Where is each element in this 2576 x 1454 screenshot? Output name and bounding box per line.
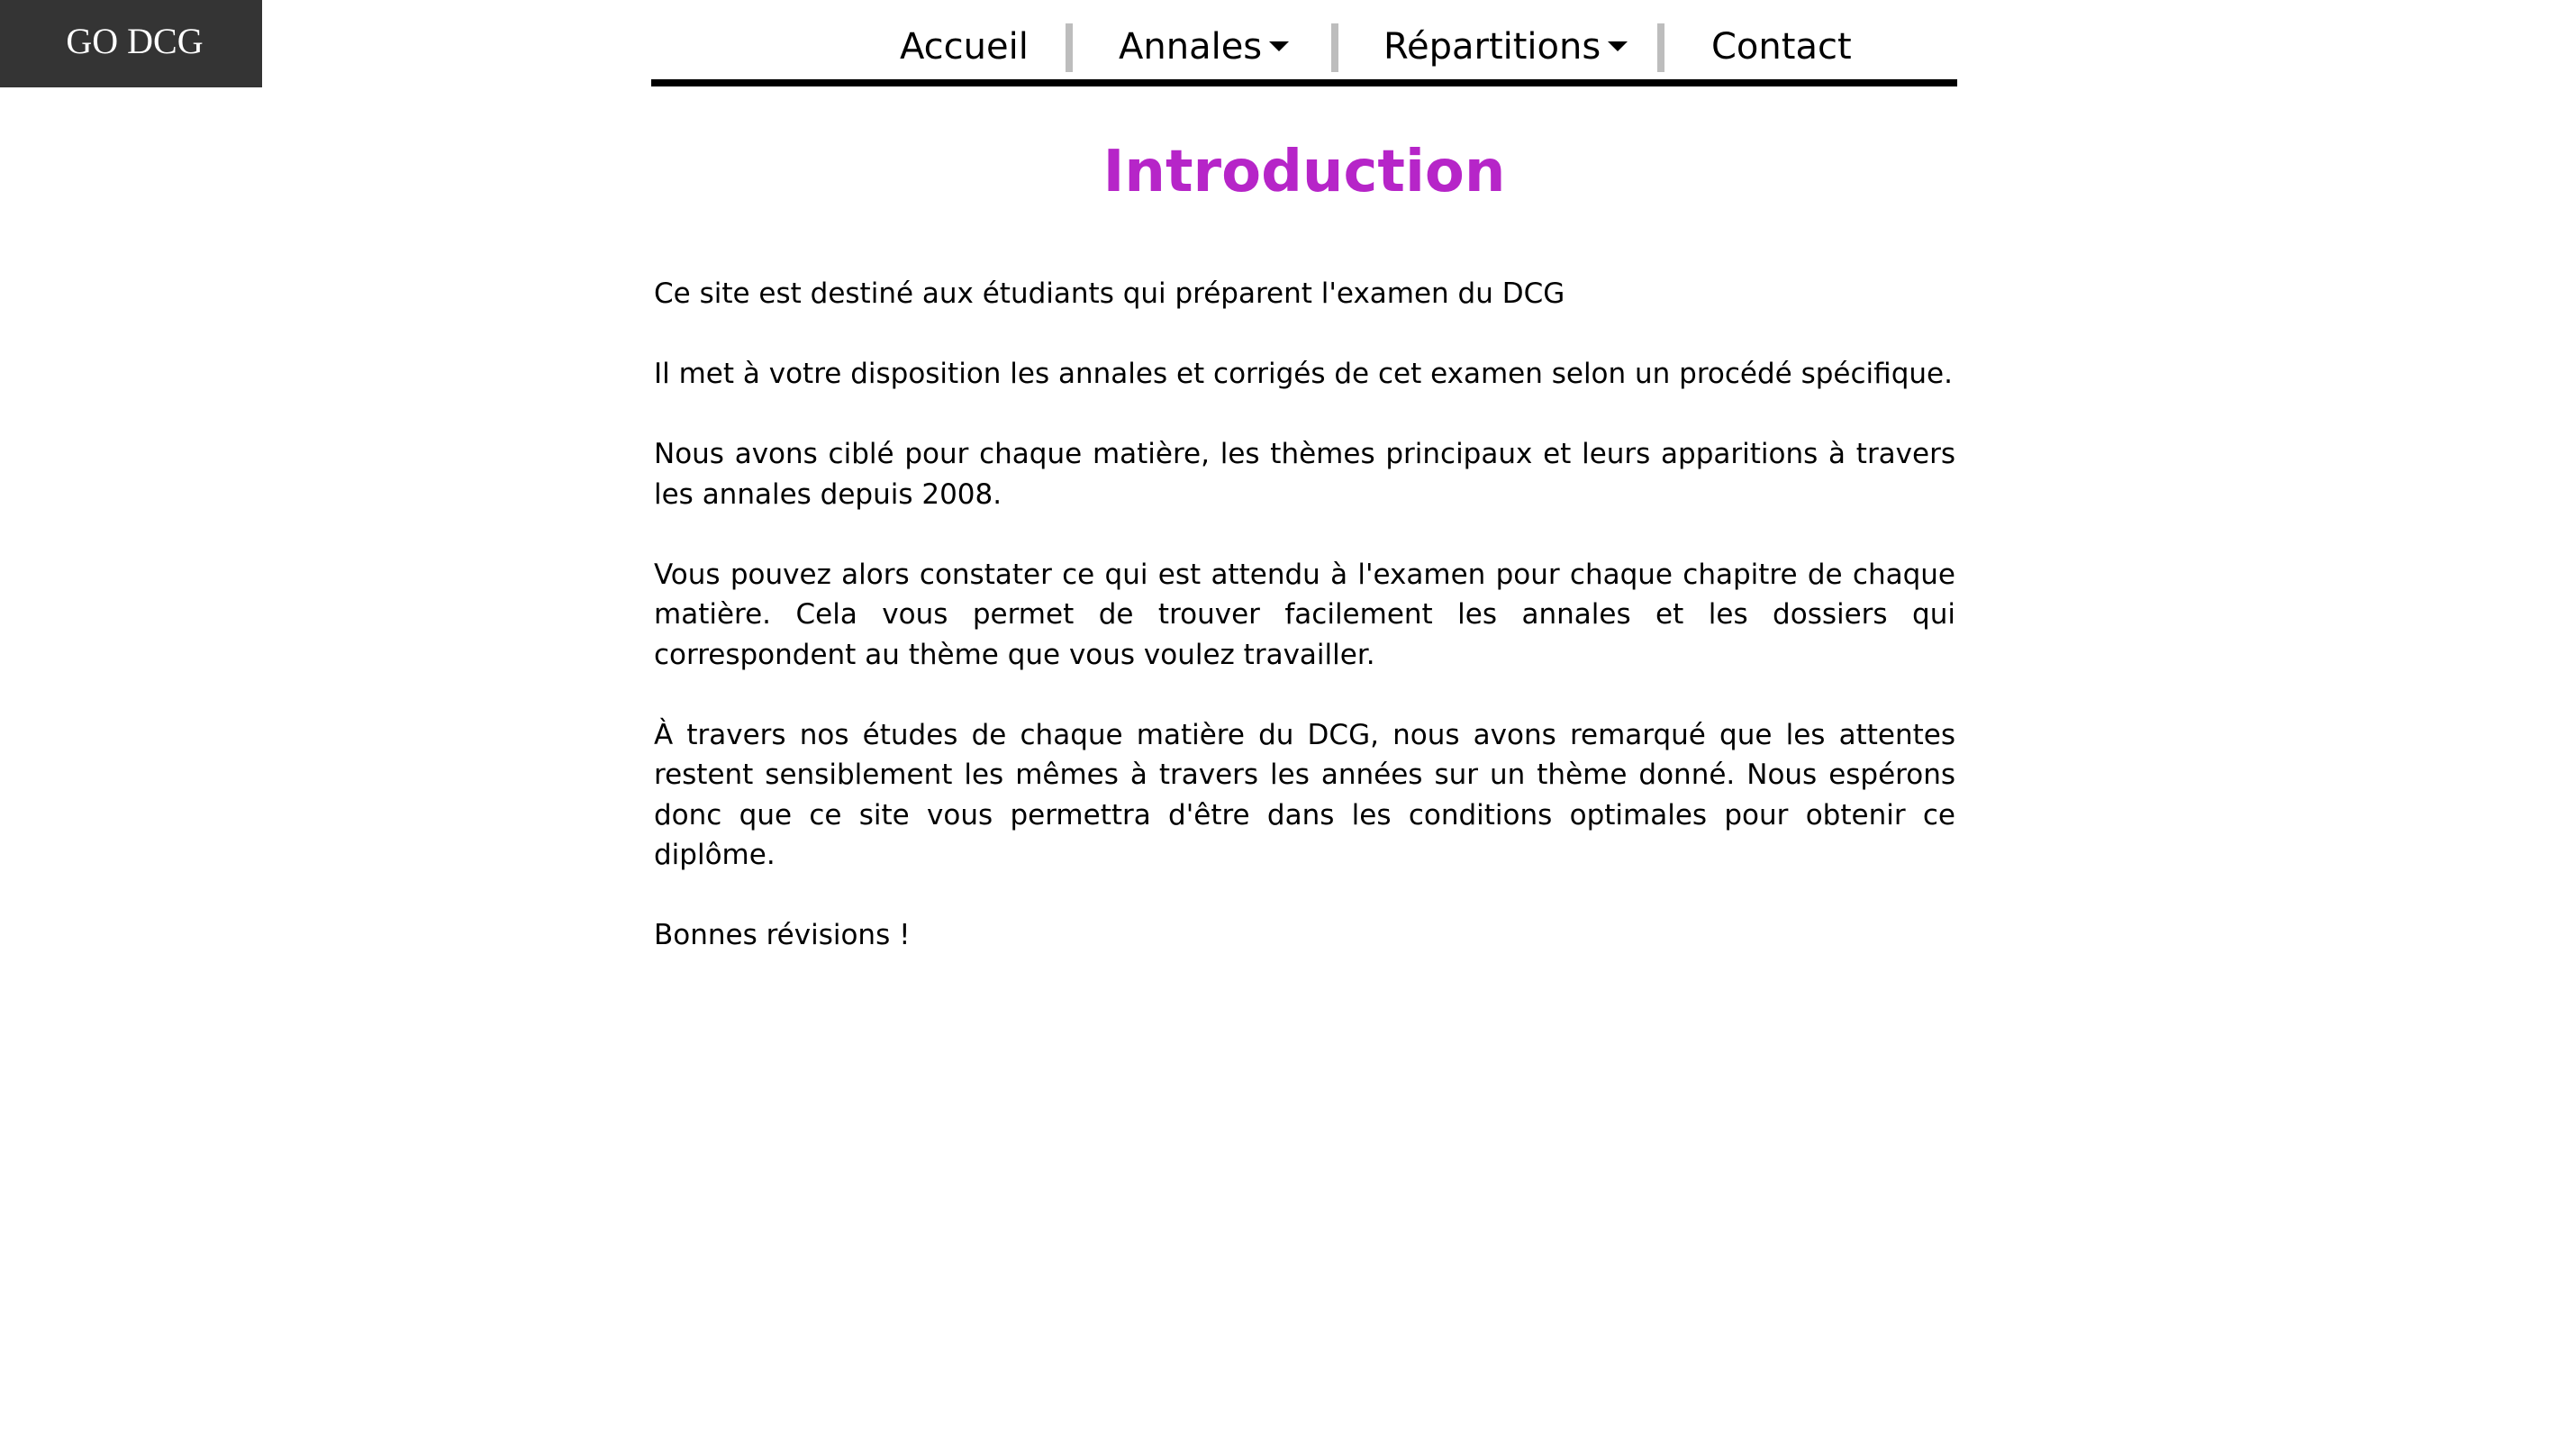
intro-paragraph: Ce site est destiné aux étudiants qui préparent l'examen du DCG xyxy=(654,277,1565,310)
site-logo[interactable]: GO DCG xyxy=(0,0,262,87)
intro-content xyxy=(654,274,1955,995)
intro-paragraph: Nous avons ciblé pour chaque matière, les thèmes principaux et leurs apparitions à travers les annales depuis 2008. xyxy=(654,438,1955,511)
nav-item-label: Répartitions xyxy=(1383,26,1601,68)
nav-item-contact[interactable] xyxy=(1711,22,1852,72)
nav-list xyxy=(651,22,1957,72)
nav-item-label: Accueil xyxy=(900,26,1029,68)
intro-paragraph: Il met à votre disposition les annales et corrigés de cet examen selon un procédé spécifique. xyxy=(654,358,1953,390)
page-title: Introduction xyxy=(1102,139,1506,205)
nav-separator xyxy=(1066,23,1073,72)
caret-down-icon xyxy=(1608,41,1628,51)
intro-paragraph: Bonnes révisions ! xyxy=(654,919,911,951)
nav-item-label: Annales xyxy=(1119,26,1263,68)
main-nav xyxy=(651,0,1957,86)
nav-item-accueil[interactable] xyxy=(900,22,1029,72)
intro-paragraph: Vous pouvez alors constater ce qui est attendu à l'examen pour chaque chapitre de chaque matière. Cela vous permet de trouver facilement les annales et les dossiers qui correspondent au thème que vous voulez travailler. xyxy=(654,558,1955,671)
intro-paragraph: À travers nos études de chaque matière du DCG, nous avons remarqué que les attentes restent sensiblement les mêmes à travers les années sur un thème donné. Nous espérons donc que ce site vous permettra d'être dans les conditions optimales pour obtenir ce diplôme. xyxy=(654,718,1955,871)
nav-item-annales[interactable] xyxy=(1119,22,1289,72)
nav-item-repartitions[interactable] xyxy=(1383,22,1628,72)
nav-separator xyxy=(1331,23,1338,72)
caret-down-icon xyxy=(1269,41,1289,51)
nav-item-label: Contact xyxy=(1711,26,1852,68)
nav-separator xyxy=(1657,23,1664,72)
